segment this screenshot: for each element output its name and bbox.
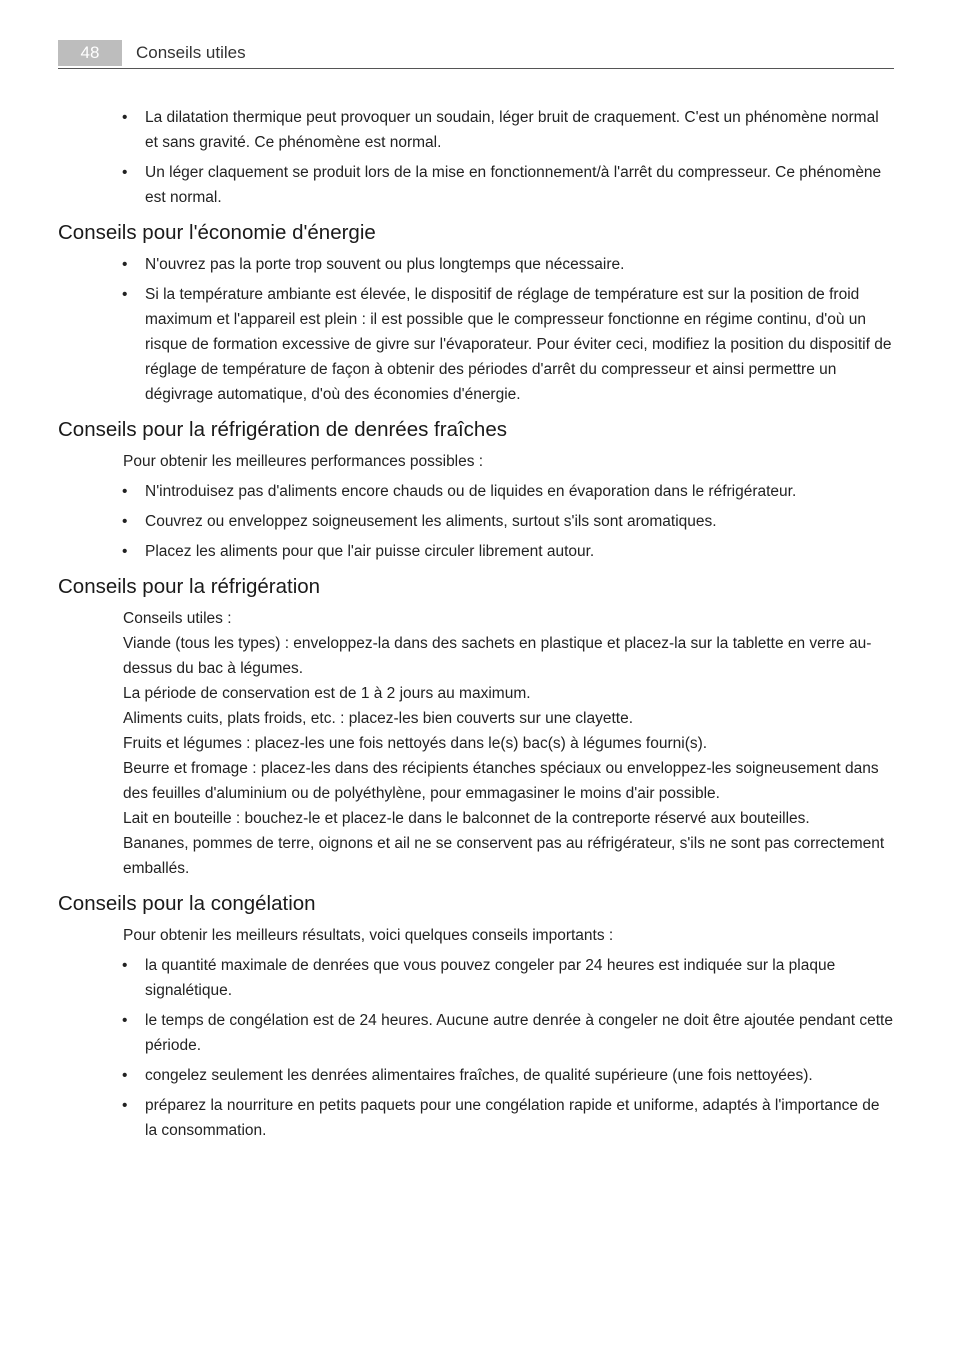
paragraph-line: La période de conservation est de 1 à 2 jours au maximum. xyxy=(123,685,531,702)
freezing-bullet-list xyxy=(58,953,894,1143)
page-number: 48 xyxy=(58,40,122,66)
section-title-fresh-food: Conseils pour la réfrigération de denrées fraîches xyxy=(58,418,507,441)
list-item: • N'introduisez pas d'aliments encore chauds ou de liquides en évaporation dans le réfrigérateur. xyxy=(58,479,894,504)
intro-bullet-list xyxy=(58,105,894,210)
list-item: • Un léger claquement se produit lors de la mise en fonctionnement/à l'arrêt du compresseur. Ce phénomène est normal. xyxy=(58,160,894,210)
list-item: • Placez les aliments pour que l'air puisse circuler librement autour. xyxy=(58,539,894,564)
running-title: Conseils utiles xyxy=(136,43,246,62)
paragraph-line: Fruits et légumes : placez-les une fois nettoyés dans le(s) bac(s) à légumes fourni(s). xyxy=(123,735,708,752)
paragraph-line: Beurre et fromage : placez-les dans des récipients étanches spéciaux ou enveloppez-les soigneusement dans des feuilles d'aluminium ou de polyéthylène, pour emmagasiner le moins d'air possible. xyxy=(123,760,879,802)
paragraph-line: Aliments cuits, plats froids, etc. : placez-les bien couverts sur une clayette. xyxy=(123,710,634,727)
list-item: • Couvrez ou enveloppez soigneusement les aliments, surtout s'ils sont aromatiques. xyxy=(58,509,894,534)
list-item: • La dilatation thermique peut provoquer un soudain, léger bruit de craquement. C'est un phénomène normal et sans gravité. Ce phénomène est normal. xyxy=(58,105,894,155)
paragraph-line: Lait en bouteille : bouchez-le et placez-le dans le balconnet de la contreporte réservé aux bouteilles. xyxy=(123,810,810,827)
fresh-food-bullet-list xyxy=(58,479,894,564)
paragraph-line: Bananes, pommes de terre, oignons et ail ne se conservent pas au réfrigérateur, s'ils ne sont pas correctement emballés. xyxy=(123,835,885,877)
section-title-refrigeration: Conseils pour la réfrigération xyxy=(58,575,321,598)
page-header xyxy=(58,38,894,69)
list-item: • le temps de congélation est de 24 heures. Aucune autre denrée à congeler ne doit être ajoutée pendant cette période. xyxy=(58,1008,894,1058)
section-title-energy: Conseils pour l'économie d'énergie xyxy=(58,221,376,244)
paragraph-line: Viande (tous les types) : enveloppez-la dans des sachets en plastique et placez-la sur la tablette en verre au-dessus du bac à légumes. xyxy=(123,635,872,677)
energy-bullet-list xyxy=(58,252,894,407)
manual-page xyxy=(58,38,894,1148)
refrigeration-paragraphs xyxy=(58,606,894,881)
section-intro: Pour obtenir les meilleurs résultats, voici quelques conseils importants : xyxy=(123,927,614,944)
section-title-freezing: Conseils pour la congélation xyxy=(58,892,316,915)
list-item: • la quantité maximale de denrées que vous pouvez congeler par 24 heures est indiquée sur la plaque signalétique. xyxy=(58,953,894,1003)
paragraph-line: Conseils utiles : xyxy=(123,610,232,627)
list-item: • N'ouvrez pas la porte trop souvent ou plus longtemps que nécessaire. xyxy=(58,252,894,277)
page-content xyxy=(58,69,894,1143)
list-item: • préparez la nourriture en petits paquets pour une congélation rapide et uniforme, adaptés à l'importance de la consommation. xyxy=(58,1093,894,1143)
section-intro: Pour obtenir les meilleures performances possibles : xyxy=(123,453,484,470)
list-item: • Si la température ambiante est élevée, le dispositif de réglage de température est sur la position de froid maximum et l'appareil est plein : il est possible que le compresseur fonctionne en régime continu, d'où un risque de formation excessive de givre sur l'évaporateur. Pour éviter ceci, modifiez la position du dispositif de réglage de température de façon à obtenir des périodes d'arrêt du compresseur et ainsi permettre un dégivrage automatique, d'où des économies d'énergie. xyxy=(58,282,894,407)
list-item: • congelez seulement les denrées alimentaires fraîches, de qualité supérieure (une fois nettoyées). xyxy=(58,1063,894,1088)
